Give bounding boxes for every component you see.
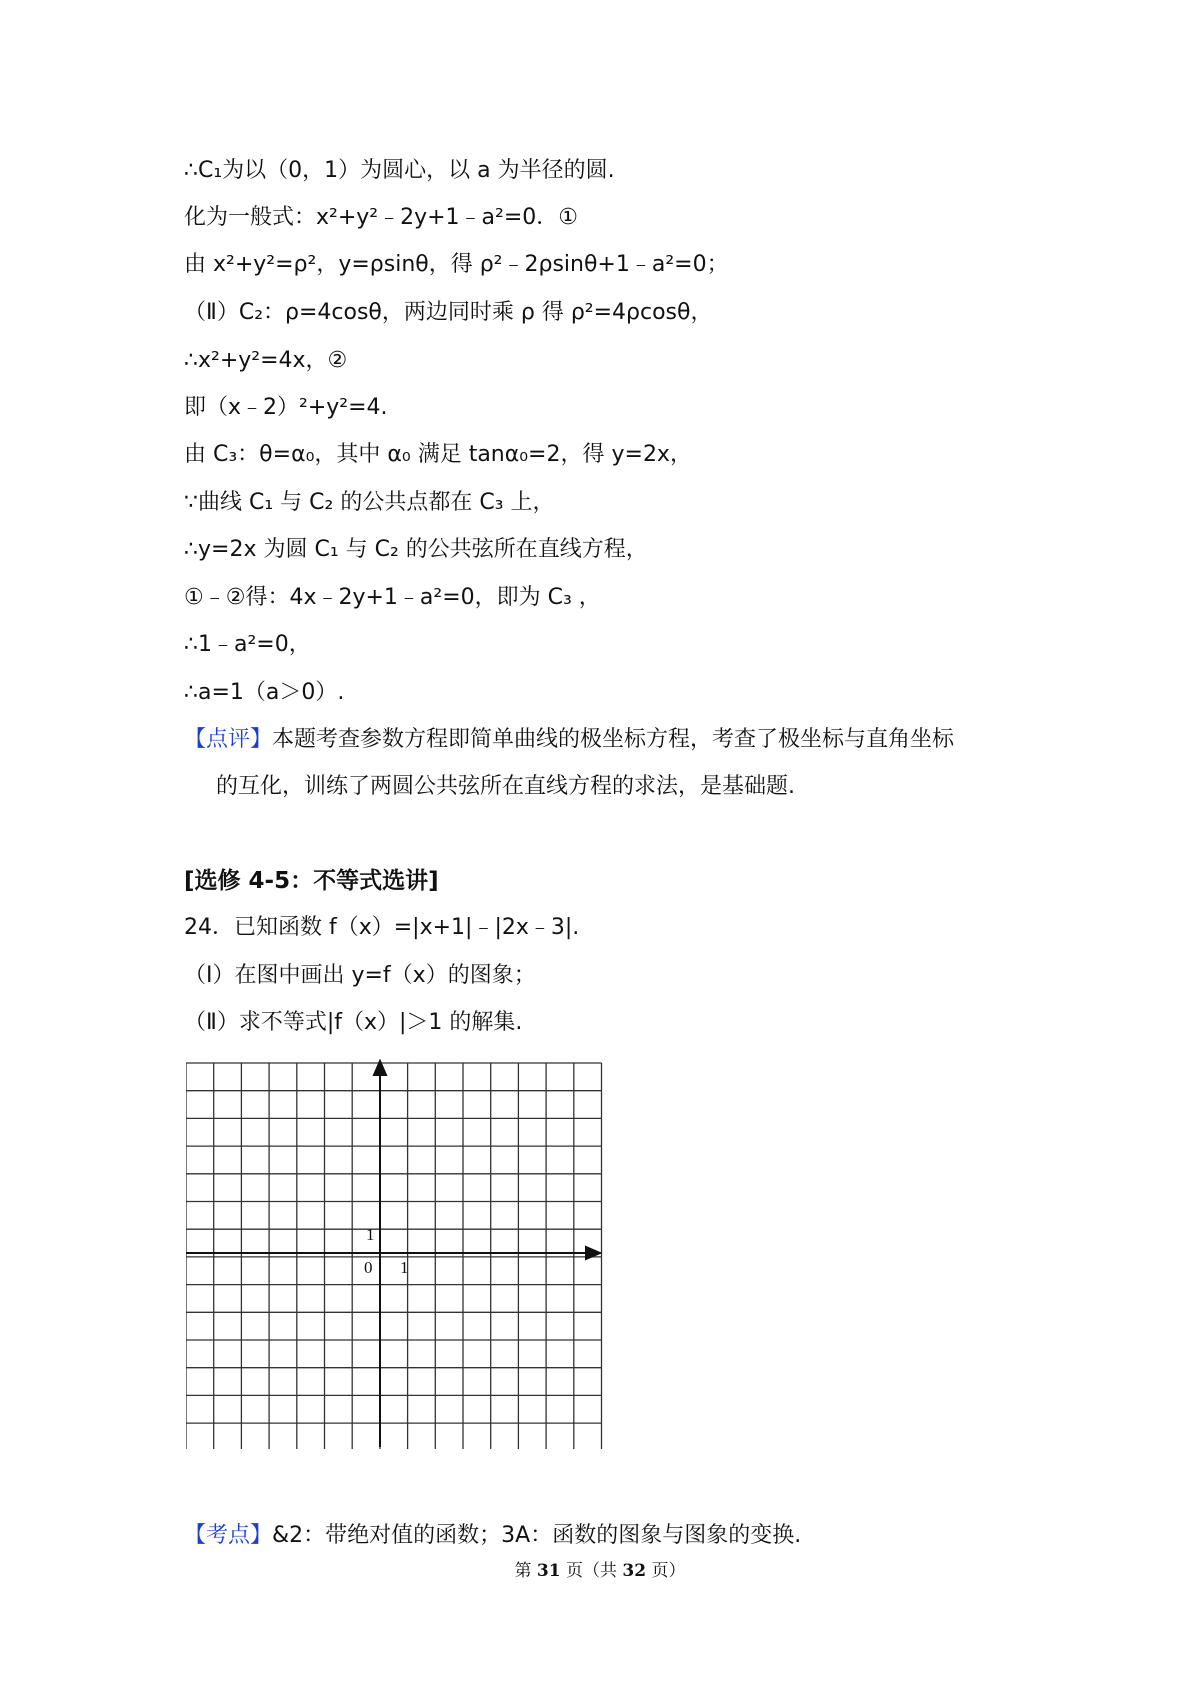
problem-part-2: （Ⅱ）求不等式|f（x）|＞1 的解集. — [184, 1010, 523, 1035]
solution-line-9: ∴y=2x 为圆 C₁ 与 C₂ 的公共弦所在直线方程， — [184, 537, 648, 562]
solution-line-3: 由 x²+y²=ρ²，y=ρsinθ，得 ρ²﹣2ρsinθ+1﹣a²=0； — [184, 252, 729, 277]
y-tick-label-1: 1 — [366, 1225, 375, 1244]
comment-line-1 — [184, 725, 954, 755]
comment-text-1: 本题考查参数方程即简单曲线的极坐标方程，考查了极坐标与直角坐标 — [272, 727, 955, 752]
coordinate-grid-svg — [186, 1059, 606, 1449]
x-tick-label-1: 1 — [400, 1258, 409, 1277]
solution-line-5: ∴x²+y²=4x，② — [184, 348, 348, 373]
kaodian-text: &2：带绝对值的函数；3A：函数的图象与图象的变换. — [272, 1523, 802, 1548]
footer-prefix: 第 — [514, 1561, 537, 1581]
page-footer — [0, 1556, 1200, 1581]
kaodian-tag: 【考点】 — [184, 1523, 273, 1548]
solution-line-7: 由 C₃：θ=α₀，其中 α₀ 满足 tanα₀=2，得 y=2x， — [184, 442, 692, 467]
solution-line-10: ①﹣②得：4x﹣2y+1﹣a²=0，即为 C₃ ， — [184, 585, 601, 610]
problem-part-1: （Ⅰ）在图中画出 y=f（x）的图象； — [184, 963, 536, 988]
solution-line-1: ∴C₁为以（0，1）为圆心，以 a 为半径的圆. — [184, 158, 615, 183]
footer-suffix: 页） — [646, 1561, 686, 1581]
solution-line-11: ∴1﹣a²=0， — [184, 632, 311, 657]
footer-page-number: 31 — [536, 1561, 561, 1581]
footer-middle: 页（共 — [560, 1561, 623, 1581]
solution-line-8: ∵曲线 C₁ 与 C₂ 的公共点都在 C₃ 上， — [184, 490, 555, 515]
solution-line-4: （Ⅱ）C₂：ρ=4cosθ，两边同时乘 ρ 得 ρ²=4ρcosθ， — [184, 300, 713, 325]
solution-line-6: 即（x﹣2）²+y²=4. — [184, 395, 388, 420]
solution-line-12: ∴a=1（a＞0）. — [184, 680, 345, 705]
solution-line-2: 化为一般式：x²+y²﹣2y+1﹣a²=0．① — [184, 205, 579, 230]
problem-stem: 24．已知函数 f（x）=|x+1|﹣|2x﹣3|. — [184, 915, 580, 940]
origin-label: 0 — [364, 1258, 373, 1277]
kaodian-line — [184, 1521, 801, 1551]
comment-line-2: 的互化，训练了两圆公共弦所在直线方程的求法，是基础题. — [216, 774, 795, 799]
footer-total-pages: 32 — [622, 1561, 647, 1581]
coordinate-grid — [186, 1059, 606, 1453]
section-title: [选修 4-5：不等式选讲] — [184, 868, 439, 894]
comment-tag: 【点评】 — [184, 727, 273, 752]
